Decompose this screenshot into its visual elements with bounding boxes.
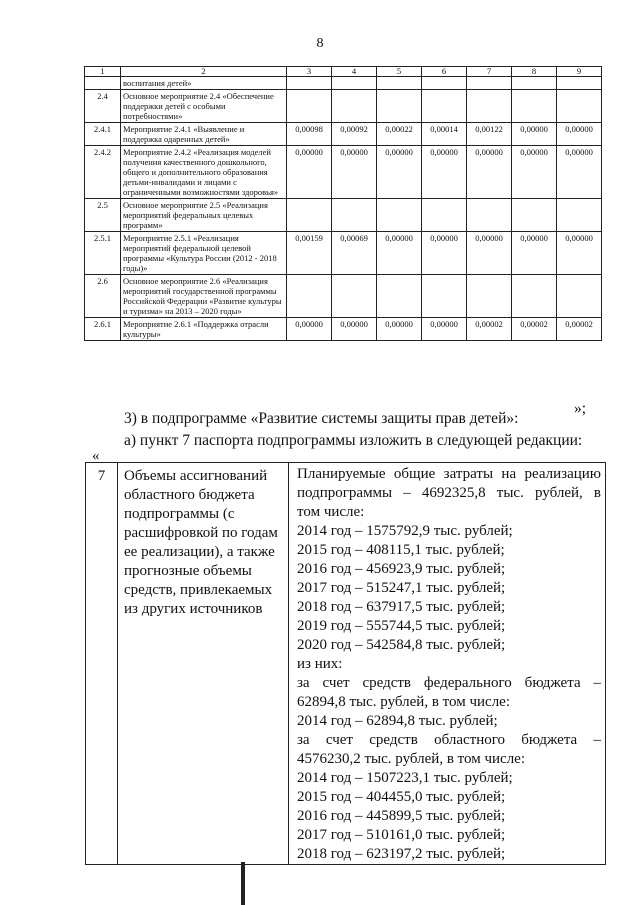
row-value: 0,00014 (422, 123, 467, 146)
row-description: Мероприятие 2.6.1 «Поддержка отрасли культуры» (121, 318, 287, 341)
row-value: 0,00000 (512, 232, 557, 275)
content-line: том числе: (297, 504, 365, 520)
binding-mark (241, 862, 245, 905)
row-number: 2.4.1 (85, 123, 121, 146)
title-line: из других источников (124, 601, 263, 617)
paragraph-3: 3) в подпрограмме «Развитие системы защиты прав детей»: (124, 410, 519, 427)
table-row (85, 275, 602, 318)
row-value (512, 77, 557, 90)
content-line: 2020 год – 542584,8 тыс. рублей; (297, 637, 506, 653)
row-description: Основное мероприятие 2.5 «Реализация мероприятий федеральных целевых программ» (121, 199, 287, 232)
title-line: областного бюджета (124, 487, 255, 503)
table-row (85, 146, 602, 199)
row-description: Основное мероприятие 2.4 «Обеспечение поддержки детей с особыми потребностями» (121, 90, 287, 123)
column-header: 3 (287, 67, 332, 77)
row-value (287, 199, 332, 232)
content-line: 4576230,2 тыс. рублей, в том числе: (297, 751, 526, 767)
content-line: 2019 год – 555744,5 тыс. рублей; (297, 618, 506, 634)
column-header: 8 (512, 67, 557, 77)
row-value (377, 275, 422, 318)
row-description: Мероприятие 2.5.1 «Реализация мероприятий федеральной целевой программы «Культура России (2012 - 2018 годы)» (121, 232, 287, 275)
row-value: 0,00002 (512, 318, 557, 341)
row-value: 0,00000 (512, 146, 557, 199)
content-line: 2017 год – 510161,0 тыс. рублей; (297, 827, 506, 843)
row-value (467, 275, 512, 318)
row-value: 0,00000 (332, 146, 377, 199)
column-header: 6 (422, 67, 467, 77)
table-row (85, 77, 602, 90)
passport-table (85, 462, 606, 865)
table-row (85, 318, 602, 341)
column-header: 5 (377, 67, 422, 77)
table-row (85, 123, 602, 146)
title-line: расшифровкой по годам (124, 525, 278, 541)
row-description: Мероприятие 2.4.2 «Реализация моделей получения качественного дошкольного, общего и дополнительного образования детьми-инвалидами и лицами с ограниченными возможностями здоровья» (121, 146, 287, 199)
row-value: 0,00000 (422, 318, 467, 341)
page-number: 8 (316, 36, 324, 51)
content-line: подпрограммы – 4692325,8 тыс. рублей, в (297, 485, 601, 501)
row-value: 0,00000 (377, 146, 422, 199)
content-line: 2018 год – 623197,2 тыс. рублей; (297, 846, 506, 862)
row-value: 0,00092 (332, 123, 377, 146)
row-value (512, 275, 557, 318)
row-value (377, 199, 422, 232)
column-header: 4 (332, 67, 377, 77)
paragraph-a: а) пункт 7 паспорта подпрограммы изложить в следующей редакции: (124, 432, 583, 449)
content-line: 2015 год – 404455,0 тыс. рублей; (297, 789, 506, 805)
row-value (287, 77, 332, 90)
row-value: 0,00002 (557, 318, 602, 341)
table-row (85, 232, 602, 275)
row-value: 0,00000 (557, 123, 602, 146)
content-line: 2016 год – 445899,5 тыс. рублей; (297, 808, 506, 824)
row-number: 2.4 (85, 90, 121, 123)
row-number: 2.4.2 (85, 146, 121, 199)
row-number: 2.6 (85, 275, 121, 318)
row-value: 0,00000 (377, 318, 422, 341)
row-value (467, 199, 512, 232)
row-value: 0,00069 (332, 232, 377, 275)
row-value (557, 199, 602, 232)
opening-quote: « (92, 448, 100, 464)
passport-item-content (289, 463, 606, 865)
content-line: за счет средств федерального бюджета – (297, 675, 601, 691)
row-value (287, 90, 332, 123)
indicators-table (84, 66, 602, 341)
row-value (332, 275, 377, 318)
row-value (287, 275, 332, 318)
row-value (422, 275, 467, 318)
passport-row (86, 463, 606, 865)
passport-item-number: 7 (86, 463, 118, 865)
row-value (557, 77, 602, 90)
row-value: 0,00159 (287, 232, 332, 275)
row-value (512, 199, 557, 232)
row-value: 0,00122 (467, 123, 512, 146)
content-line: 2016 год – 456923,9 тыс. рублей; (297, 561, 506, 577)
title-line: прогнозные объемы (124, 563, 252, 579)
row-description: воспитания детей» (121, 77, 287, 90)
row-value (332, 199, 377, 232)
title-line: Объемы ассигнований (124, 468, 268, 484)
row-number: 2.5.1 (85, 232, 121, 275)
title-line: средств, привлекаемых (124, 582, 273, 598)
content-line: 2014 год – 1507223,1 тыс. рублей; (297, 770, 513, 786)
row-value (422, 199, 467, 232)
row-number: 2.5 (85, 199, 121, 232)
row-value (512, 90, 557, 123)
column-header: 7 (467, 67, 512, 77)
row-value: 0,00000 (377, 232, 422, 275)
column-header: 1 (85, 67, 121, 77)
table-row (85, 199, 602, 232)
row-value: 0,00000 (332, 318, 377, 341)
row-value (467, 77, 512, 90)
row-description: Мероприятие 2.4.1 «Выявление и поддержка одаренных детей» (121, 123, 287, 146)
content-line: 2014 год – 62894,8 тыс. рублей; (297, 713, 498, 729)
row-value: 0,00000 (422, 146, 467, 199)
content-line: Планируемые общие затраты на реализацию (297, 466, 601, 482)
row-value (422, 77, 467, 90)
column-header: 9 (557, 67, 602, 77)
row-description: Основное мероприятие 2.6 «Реализация мероприятий государственной программы Российской Федерации «Развитие культуры и туризма» на 2013 – 2020 годы» (121, 275, 287, 318)
content-line: из них: (297, 656, 343, 672)
content-line: 2017 год – 515247,1 тыс. рублей; (297, 580, 506, 596)
closing-quote: »; (574, 400, 587, 417)
row-value (377, 90, 422, 123)
row-value: 0,00022 (377, 123, 422, 146)
table-header-row (85, 67, 602, 77)
row-value (332, 77, 377, 90)
row-value (332, 90, 377, 123)
row-value (422, 90, 467, 123)
passport-item-title (118, 463, 289, 865)
row-value: 0,00000 (467, 232, 512, 275)
title-line: подпрограммы (с (124, 506, 235, 522)
content-line: 2015 год – 408115,1 тыс. рублей; (297, 542, 505, 558)
title-line: ее реализации), а также (124, 544, 275, 560)
content-line: за счет средств областного бюджета – (297, 732, 601, 748)
row-value (467, 90, 512, 123)
table-row (85, 90, 602, 123)
row-value: 0,00000 (287, 318, 332, 341)
row-value: 0,00000 (557, 146, 602, 199)
row-value: 0,00002 (467, 318, 512, 341)
row-number: 2.6.1 (85, 318, 121, 341)
row-value: 0,00000 (287, 146, 332, 199)
row-value: 0,00000 (467, 146, 512, 199)
row-value (557, 90, 602, 123)
row-value: 0,00000 (557, 232, 602, 275)
content-line: 2018 год – 637917,5 тыс. рублей; (297, 599, 506, 615)
content-line: 62894,8 тыс. рублей, в том числе: (297, 694, 511, 710)
row-number (85, 77, 121, 90)
row-value: 0,00098 (287, 123, 332, 146)
row-value: 0,00000 (422, 232, 467, 275)
row-value (377, 77, 422, 90)
row-value (557, 275, 602, 318)
column-header: 2 (121, 67, 287, 77)
content-line: 2014 год – 1575792,9 тыс. рублей; (297, 523, 513, 539)
row-value: 0,00000 (512, 123, 557, 146)
